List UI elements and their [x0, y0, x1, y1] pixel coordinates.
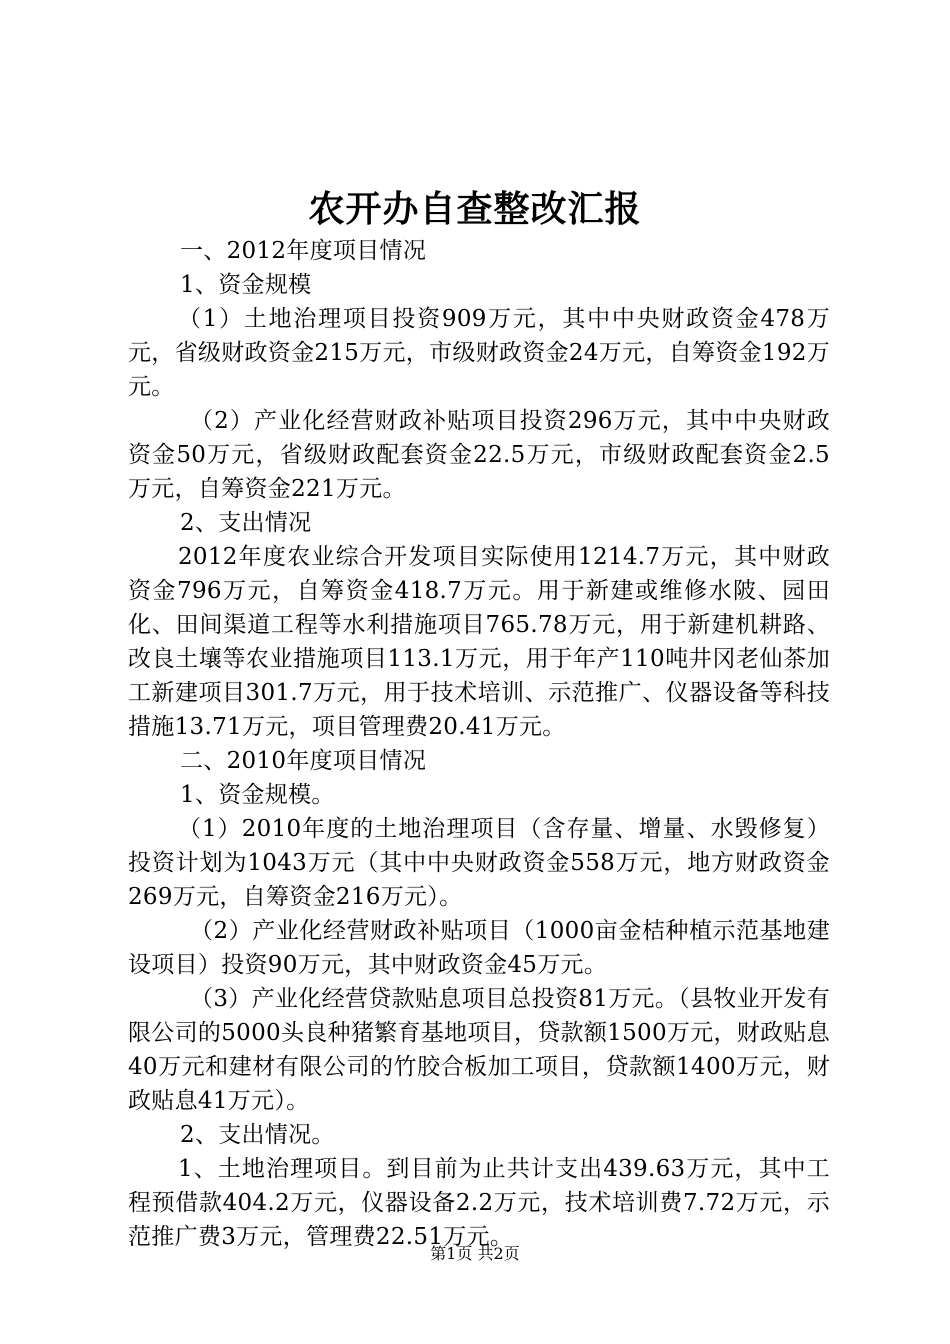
subsection-heading: 1、资金规模 — [180, 272, 312, 298]
subsection-heading: 1、资金规模。 — [180, 782, 335, 808]
paragraph: （1）土地治理项目投资909万元，其中中央财政资金478万元，省级财政资金215万元，市级财政资金24万元，自筹资金192万元。 — [128, 306, 830, 400]
page-indicator: 第1页 共2页 — [430, 1244, 520, 1263]
paragraph: （2）产业化经营财政补贴项目（1000亩金桔种植示范基地建设项目）投资90万元，其中财政资金45万元。 — [128, 918, 830, 978]
section-heading: 一、2012年度项目情况 — [180, 238, 427, 264]
paragraph: 2012年度农业综合开发项目实际使用1214.7万元，其中财政资金796万元，自筹资金418.7万元。用于新建或维修水陂、园田化、田间渠道工程等水利措施项目765.78万元，用于新建机耕路、改良土壤等农业措施项目113.1万元，用于年产110吨井冈老仙茶加工新建项目301.7万元，用于技术培训、示范推广、仪器设备等科技措施13.71万元，项目管理费20.41万元。 — [128, 544, 830, 740]
document-title: 农开办自查整改汇报 — [308, 188, 642, 230]
subsection-heading: 2、支出情况。 — [180, 1122, 335, 1148]
paragraph: （1）2010年度的土地治理项目（含存量、增量、水毁修复）投资计划为1043万元（其中中央财政资金558万元，地方财政资金269万元，自筹资金216万元）。 — [128, 816, 830, 910]
subsection-heading: 2、支出情况 — [180, 510, 312, 536]
paragraph: （2）产业化经营财政补贴项目投资296万元，其中中央财政资金50万元，省级财政配套资金22.5万元，市级财政配套资金2.5万元，自筹资金221万元。 — [128, 408, 830, 502]
paragraph: （3）产业化经营贷款贴息项目总投资81万元。（县牧业开发有限公司的5000头良种猪繁育基地项目，贷款额1500万元，财政贴息40万元和建材有限公司的竹胶合板加工项目，贷款额1400万元，财政贴息41万元）。 — [128, 986, 830, 1114]
document-body — [128, 234, 830, 1254]
paragraph: 1、土地治理项目。到目前为止共计支出439.63万元，其中工程预借款404.2万元，仪器设备2.2万元，技术培训费7.72万元，示范推广费3万元，管理费22.51万元。 — [128, 1156, 830, 1250]
section-heading: 二、2010年度项目情况 — [180, 748, 427, 774]
